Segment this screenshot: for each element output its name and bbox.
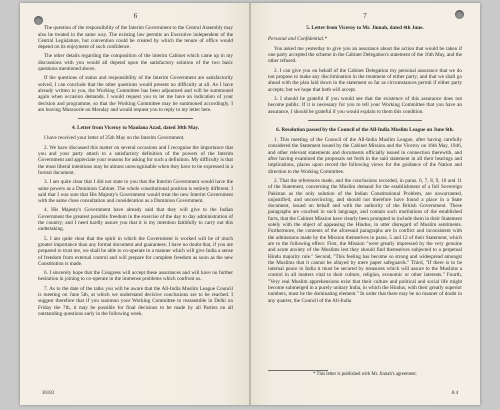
- page-number: 7: [363, 12, 367, 20]
- paragraph: 2. That the references made, and the conclusions recorded, in paras. 6, 7, 8, 9, 10 and 11 of the Statement, concerning the Muslim demand for the establishment of a full Sovereign Pakistan as the only solution of the Indian Constitutional Problem, are unwarranted, unjustified, and unconvincing, and should not therefore have found a place in a State document, issued on behalf and with the authority of the British Government. These paragraphs are couched in such language, and contain such mutilations of the established facts, that the Cabinet Mission have clearly been prompted to include them in their Statement solely with the object of appeasing the Hindus, in utter disregard of Muslim sentiments. Furthermore, the contents of the aforesaid paragraphs are in conflict and inconsistent with the admissions made by the Mission themselves in paras. 5 and 12 of their Statement, which are to the following effect: First, the Mission "were greatly impressed by the very genuine and acute anxiety of the Muslims lest they should find themselves subjected to a perpetual Hindu majority rule." Second, "This feeling has become so strong and widespread amongst the Muslims that it cannot be allayed by mere paper safeguards." Third, "If there is to be internal peace in India it must be secured by measures which will assure to the Muslims a control in all matters vital to their culture, religion, economic or other interests." Fourth, "Very real Muslim apprehensions exist that their culture and political and social life might become submerged in a purely unitary India, in which the Hindus, with their greatly superior numbers, must be the dominating element." In order that there may be no manner of doubt in any quarter, the Council of the All-India: [268, 177, 462, 304]
- page-number: 6: [133, 12, 138, 20]
- paragraph: 3. I should be grateful if you would see that the existence of this assurance does not become public. If it is necessary for you to tell your Working Committee that you have an assurance, I should be grateful if you would explain to them this condition.: [268, 95, 462, 115]
- paragraph: You asked me yesterday to give you an assurance about the action that would be taken if one party accepted the scheme in the Cabinet Delegation's statement of the 16th May, and the other refused.: [268, 45, 462, 65]
- section-heading: 4. Letter from Viceroy to Maulana Azad, dated 30th May.: [71, 125, 200, 132]
- subheading: Personal and Confidential.*: [268, 35, 327, 42]
- paragraph: 3. I am quite clear that I did not state to you that the Interim Government would have the same powers as a Dominion Cabinet. The whole constitutional position is entirely different. I said that I was sure that His Majesty's Government would treat the new Interim Government with the same close consultation and consideration as a Dominion Government.: [38, 179, 233, 205]
- section-heading: 6. Resolution passed by the Council of the All-India Muslim League on June 6th.: [276, 126, 454, 133]
- paragraph: 7. As to the date of the talks you will be aware that the All-India Muslim League Council is meeting on June 5th, at which we understand decisive conclusions are to be reached. I suggest therefore that if you summon your Working Committee to reassemble in Delhi on Friday the 7th, it may be possible for final decisions to be made by all Parties on all outstanding questions early in the following week.: [38, 285, 233, 317]
- paragraph: 6. I sincerely hope that the Congress will accept these assurances and will have no further hesitation in joining to co-operate in the immense problems which confront us.: [38, 270, 233, 283]
- paragraph: 2. We have discussed this matter on several occasions and I recognise the importance that you and your party attach to a satisfactory definition of the powers of the Interim Government and appreciate your reasons for asking for such a definition. My difficulty is that the most liberal intentions may be almost unrecognisable when they have to be expressed in a formal document.: [38, 144, 233, 176]
- left-page-content: [38, 13, 233, 320]
- signature-mark: A 4: [451, 391, 458, 396]
- paragraph: 2. I can give you on behalf of the Cabinet Delegation my personal assurance that we do not propose to make any discrimination in the treatment of either party; and that we shall go ahead with the plan laid down in the statement so far as circumstances permit if either party accepts; but we hope that both will accept.: [268, 67, 462, 93]
- right-page-content: [268, 13, 462, 307]
- paragraph: The question of the responsibility of the Interim Government to the Central Assembly may also be treated in the same way. The existing law permits an Executive independent of the Central Legislature, but convention could be created by which the tenure of office would depend on its enjoyment of such confidence.: [38, 25, 233, 51]
- document-spread: [20, 3, 480, 405]
- paragraph: I have received your letter of 25th May on the Interim Government.: [44, 135, 185, 142]
- divider: [78, 118, 193, 119]
- paragraph: If the questions of status and responsibility of the Interim Government are satisfactorily solved, I can conclude that the other questions would present no difficulty at all. As I have already written to you, the Working Committee has been adjourned and will be summoned again when occasion demands. I would request you to let me have an indication of your decision and programme, so that the Working Committee may be summoned accordingly. I am leaving Mussoorie on Monday and would request you to reply to my letter here.: [38, 75, 233, 113]
- divider: [308, 120, 422, 121]
- paragraph: 1. This meeting of the Council of the All-India Muslim League, after having carefully considered the Statement issued by the Cabinet Mission and the Viceroy on 16th May, 1946, and other relevant statements and documents officially issued in connection therewith, and after having examined the proposals set forth in the said statement in all their bearings and implications, places upon record the following views for the guidance of the Nation and direction to the Working Committee.: [268, 137, 462, 175]
- footnote-rule: [268, 370, 328, 371]
- footnote: * This letter is published with Mr. Jinnah's agreement.: [313, 372, 417, 377]
- paragraph: 4. His Majesty's Government have already said that they will give to the Indian Government the greatest possible freedom in the exercise of the day to day administration of the country; and I need hardly assure you that it is my intention faithfully to carry out this undertaking.: [38, 207, 233, 233]
- print-code: 36183: [42, 391, 54, 396]
- paragraph: The other details regarding the composition of the interim Cabinet which came up in my discussions with you would all depend upon the satisfactory solution of the two basic questions mentioned above.: [38, 53, 233, 73]
- left-page: [20, 3, 249, 405]
- section-heading: 5. Letter from Viceroy to Mr. Jinnah, dated 4th June.: [306, 25, 424, 32]
- paragraph: 5. I am quite clear that the spirit in which the Government is worked will be of much greater importance than any formal document and guarantees. I have no doubt that, if you are prepared to trust me, we shall be able to co-operate in a manner which will give India a sense of freedom from external control and will prepare for complete freedom as soon as the new Constitution is made.: [38, 235, 233, 267]
- right-page: [251, 3, 480, 405]
